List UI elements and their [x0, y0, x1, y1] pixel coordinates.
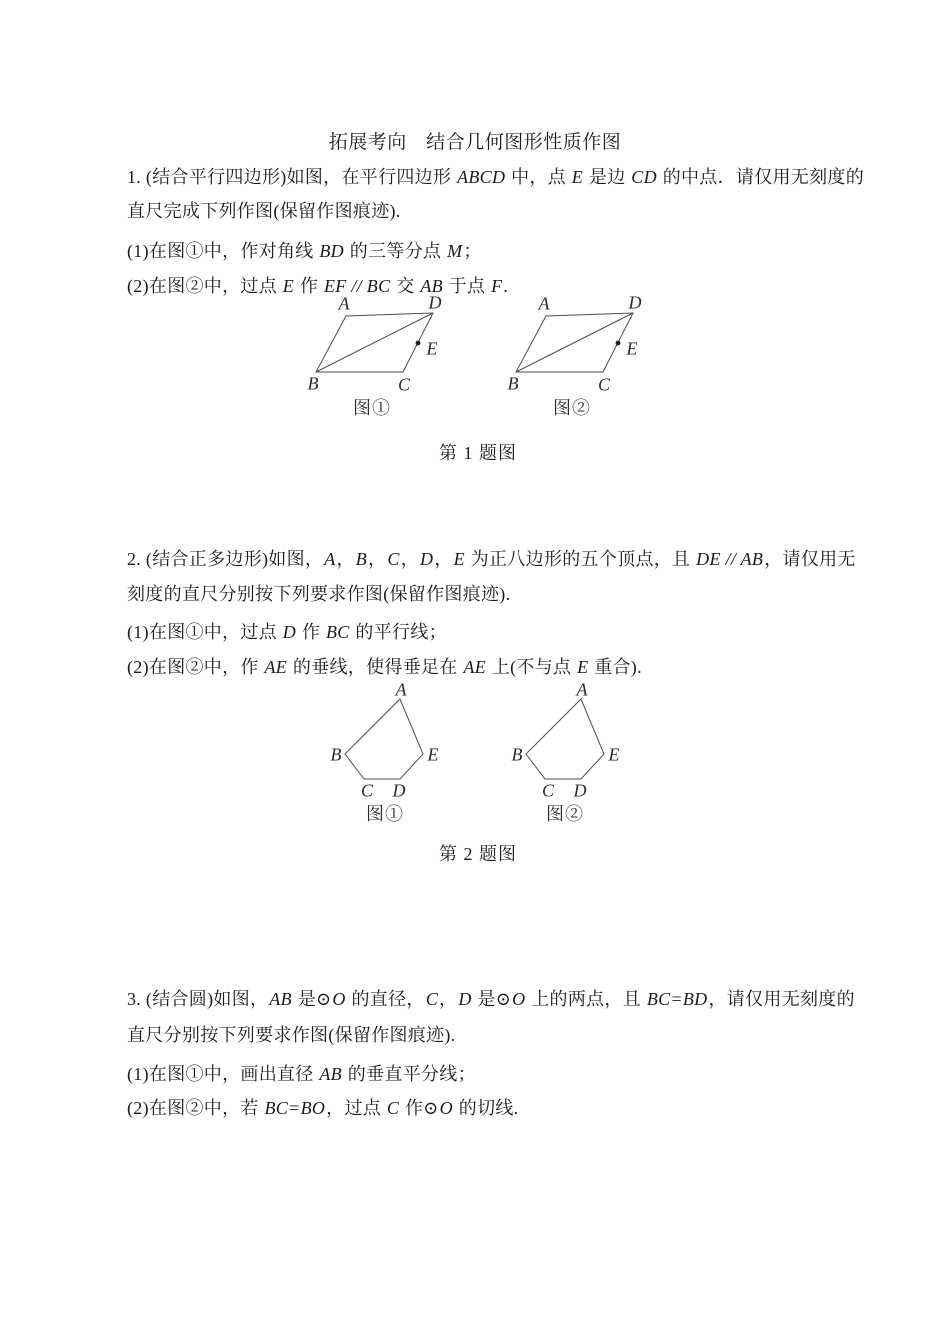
problem-3-line-4-seg-9: 的切线. [453, 1098, 519, 1118]
problem-3-line-2-seg-1: 直尺分别按下列要求作图(保留作图痕迹). [127, 1025, 456, 1045]
problem-1-line-4-seg-8: F [491, 276, 503, 296]
q2-diagram-1-vertex-label-d: D [392, 780, 406, 801]
problem-2-line-4-seg-1: (2)在图②中，作 [127, 657, 264, 677]
problem-2-line-3-seg-2: D [282, 622, 297, 642]
problem-1-line-3-seg-4: M [447, 241, 463, 261]
q2-diagram-1-outline [345, 699, 423, 779]
problem-2-line-1-seg-1: 2. (结合正多边形)如图， [127, 549, 324, 569]
q1-diagram-1-outline [316, 313, 433, 372]
problem-3-line-1-seg-10: O [512, 989, 526, 1009]
q2-diagram-1-label: 图① [366, 804, 404, 824]
figure-q1-caption: 第 1 题图 [439, 443, 517, 463]
problem-2-line-2 [127, 580, 510, 606]
q1-diagram-2-vertex-label-d: D [628, 292, 642, 313]
problem-2-line-2-seg-1: 刻度的直尺分别按下列要求作图(保留作图痕迹). [127, 584, 511, 604]
problem-1-line-4-seg-5: 交 [391, 276, 420, 296]
problem-2-line-1 [127, 545, 856, 571]
problem-3-line-4-seg-6: C [386, 1098, 400, 1118]
problem-2-line-1-seg-9: ， [434, 549, 453, 569]
q1-diagram-1-vertex-label-e: E [426, 338, 438, 359]
problem-1-line-4 [127, 272, 508, 298]
problem-2-line-4-seg-3: 的垂线，使得垂足在 [288, 657, 463, 677]
q1-diagram-1-diagonal-1 [316, 313, 433, 372]
problem-1-line-2-seg-1: 直尺完成下列作图(保留作图痕迹). [127, 201, 401, 221]
problem-2-line-3-seg-1: (1)在图①中，过点 [127, 622, 282, 642]
q1-diagram-2-label: 图② [553, 398, 591, 418]
problem-2-line-1-seg-10: E [453, 549, 465, 569]
q1-diagram-1-label: 图① [353, 398, 391, 418]
problem-3-line-3-seg-3: 的垂直平分线； [342, 1064, 476, 1084]
problem-3-line-1-seg-2: AB [269, 989, 292, 1009]
problem-1-line-1 [127, 163, 864, 189]
problem-2-line-4 [127, 653, 642, 679]
problem-3-line-1-seg-14: BD [682, 989, 708, 1009]
problem-3-line-4-seg-5: ，过点 [326, 1098, 386, 1118]
problem-1-line-4-seg-3: 作 [295, 276, 323, 296]
problem-2-line-1-seg-5: ， [368, 549, 387, 569]
problem-3-line-1-seg-13: = [671, 989, 682, 1009]
problem-2-line-1-seg-7: ， [400, 549, 420, 569]
problem-3-line-1-seg-5: 的直径， [346, 989, 425, 1009]
problem-2-line-1-seg-11: 为正八边形的五个顶点，且 [465, 549, 696, 569]
problem-3-line-4 [127, 1094, 518, 1120]
q2-diagram-2-vertex-label-d: D [573, 780, 587, 801]
problem-3-line-1-seg-8: D [458, 989, 472, 1009]
problem-3-line-4-seg-8: O [439, 1098, 453, 1118]
problem-1-line-3-seg-3: 的三等分点 [345, 241, 447, 261]
problem-1-line-1-seg-6: CD [631, 167, 657, 187]
problem-2-line-4-seg-5: 上(不与点 [487, 657, 577, 677]
page-title: 拓展考向 结合几何图形性质作图 [328, 132, 622, 153]
problem-2-line-4-seg-2: AE [264, 657, 288, 677]
problem-3-line-4-seg-2: BC [264, 1098, 289, 1118]
problem-1-line-4-seg-1: (2)在图②中，过点 [127, 276, 282, 296]
problem-2-line-1-seg-4: B [355, 549, 368, 569]
q1-diagram-1-vertex-label-d: D [428, 292, 442, 313]
problem-2-line-4-seg-4: AE [463, 657, 486, 677]
problem-2-line-1-seg-8: D [420, 549, 434, 569]
q1-diagram-1-point-dot-1 [416, 341, 421, 346]
q2-diagram-2-vertex-label-b: B [511, 744, 523, 765]
q1-diagram-2-vertex-label-a: A [538, 293, 550, 314]
q1-diagram-2-vertex-label-b: B [507, 373, 519, 394]
problem-1-line-4-seg-9: . [503, 276, 509, 296]
problem-2-line-4-seg-6: E [577, 657, 589, 677]
q1-diagram-1-vertex-label-b: B [307, 373, 319, 394]
q1-diagram-1-vertex-label-a: A [338, 293, 350, 314]
problem-1-line-4-seg-6: AB [420, 276, 443, 296]
q2-diagram-2-vertex-label-c: C [541, 780, 555, 801]
problem-3-line-1 [127, 985, 855, 1011]
problem-3-line-1-seg-9: 是⊙ [472, 989, 512, 1009]
q1-diagram-2-vertex-label-e: E [626, 338, 638, 359]
problem-3-line-1-seg-11: 上的两点，且 [526, 989, 646, 1009]
problem-1-line-1-seg-7: 的中点．请仅用无刻度的 [657, 167, 865, 187]
problem-1-line-2 [127, 197, 401, 223]
problem-3-line-3-seg-1: (1)在图①中，画出直径 [127, 1064, 319, 1084]
problem-2-line-1-seg-2: A [324, 549, 336, 569]
problem-3-line-1-seg-12: BC [646, 989, 671, 1009]
problem-1-line-3-seg-5: ； [463, 241, 482, 261]
problem-2-line-3 [127, 618, 447, 644]
problem-2-line-4-seg-7: 重合). [589, 657, 642, 677]
q1-diagram-2-diagonal-1 [516, 313, 633, 372]
problem-3-line-1-seg-4: O [332, 989, 346, 1009]
problem-1-line-1-seg-5: 是边 [584, 167, 631, 187]
problem-3-line-1-seg-1: 3. (结合圆)如图， [127, 989, 269, 1009]
q1-diagram-1-vertex-label-c: C [397, 374, 411, 395]
problem-3-line-1-seg-3: 是⊙ [292, 989, 332, 1009]
problem-1-line-1-seg-2: ABCD [457, 167, 506, 187]
q2-diagram-1-vertex-label-e: E [427, 744, 439, 765]
problem-2-line-3-seg-5: 的平行线； [350, 622, 447, 642]
problem-2-line-1-seg-13: ，请仅用无 [764, 549, 856, 569]
problem-2-line-1-seg-6: C [387, 549, 400, 569]
q1-diagram-2-outline [516, 313, 633, 372]
problem-2-line-3-seg-4: BC [326, 622, 350, 642]
problem-3-line-4-seg-4: BO [300, 1098, 326, 1118]
q2-diagram-1-vertex-label-a: A [395, 679, 407, 700]
q1-diagram-2-point-dot-1 [616, 341, 621, 346]
figure-q2-caption: 第 2 题图 [439, 844, 517, 864]
problem-1-line-3 [127, 237, 482, 263]
problem-1-line-4-seg-4: EF // BC [324, 276, 391, 296]
problem-3-line-1-seg-6: C [425, 989, 438, 1009]
q2-diagram-1-vertex-label-c: C [360, 780, 374, 801]
q1-diagram-2-vertex-label-c: C [597, 374, 611, 395]
problem-3-line-3-seg-2: AB [319, 1064, 342, 1084]
q2-diagram-1-vertex-label-b: B [330, 744, 342, 765]
problem-3-line-4-seg-1: (2)在图②中，若 [127, 1098, 264, 1118]
problem-3-line-2 [127, 1021, 456, 1047]
q2-diagram-2-vertex-label-a: A [576, 679, 588, 700]
problem-3-line-4-seg-3: = [289, 1098, 300, 1118]
problem-1-line-1-seg-4: E [571, 167, 584, 187]
problem-1-line-4-seg-2: E [282, 276, 295, 296]
q2-diagram-2-vertex-label-e: E [608, 744, 620, 765]
problem-2-line-1-seg-12: DE // AB [696, 549, 764, 569]
problem-3-line-4-seg-7: 作⊙ [400, 1098, 439, 1118]
problem-3-line-1-seg-15: ，请仅用无刻度的 [708, 989, 855, 1009]
problem-3-line-3 [127, 1060, 476, 1086]
problem-2-line-3-seg-3: 作 [297, 622, 326, 642]
problem-1-line-3-seg-2: BD [319, 241, 344, 261]
problem-1-line-1-seg-1: 1. (结合平行四边形)如图，在平行四边形 [127, 167, 457, 187]
problem-3-line-1-seg-7: ， [439, 989, 458, 1009]
problem-1-line-4-seg-7: 于点 [443, 276, 491, 296]
q2-diagram-2-label: 图② [546, 804, 584, 824]
problem-1-line-3-seg-1: (1)在图①中，作对角线 [127, 241, 319, 261]
problem-2-line-1-seg-3: ， [336, 549, 355, 569]
problem-1-line-1-seg-3: 中，点 [506, 167, 571, 187]
q2-diagram-2-outline [526, 699, 604, 779]
